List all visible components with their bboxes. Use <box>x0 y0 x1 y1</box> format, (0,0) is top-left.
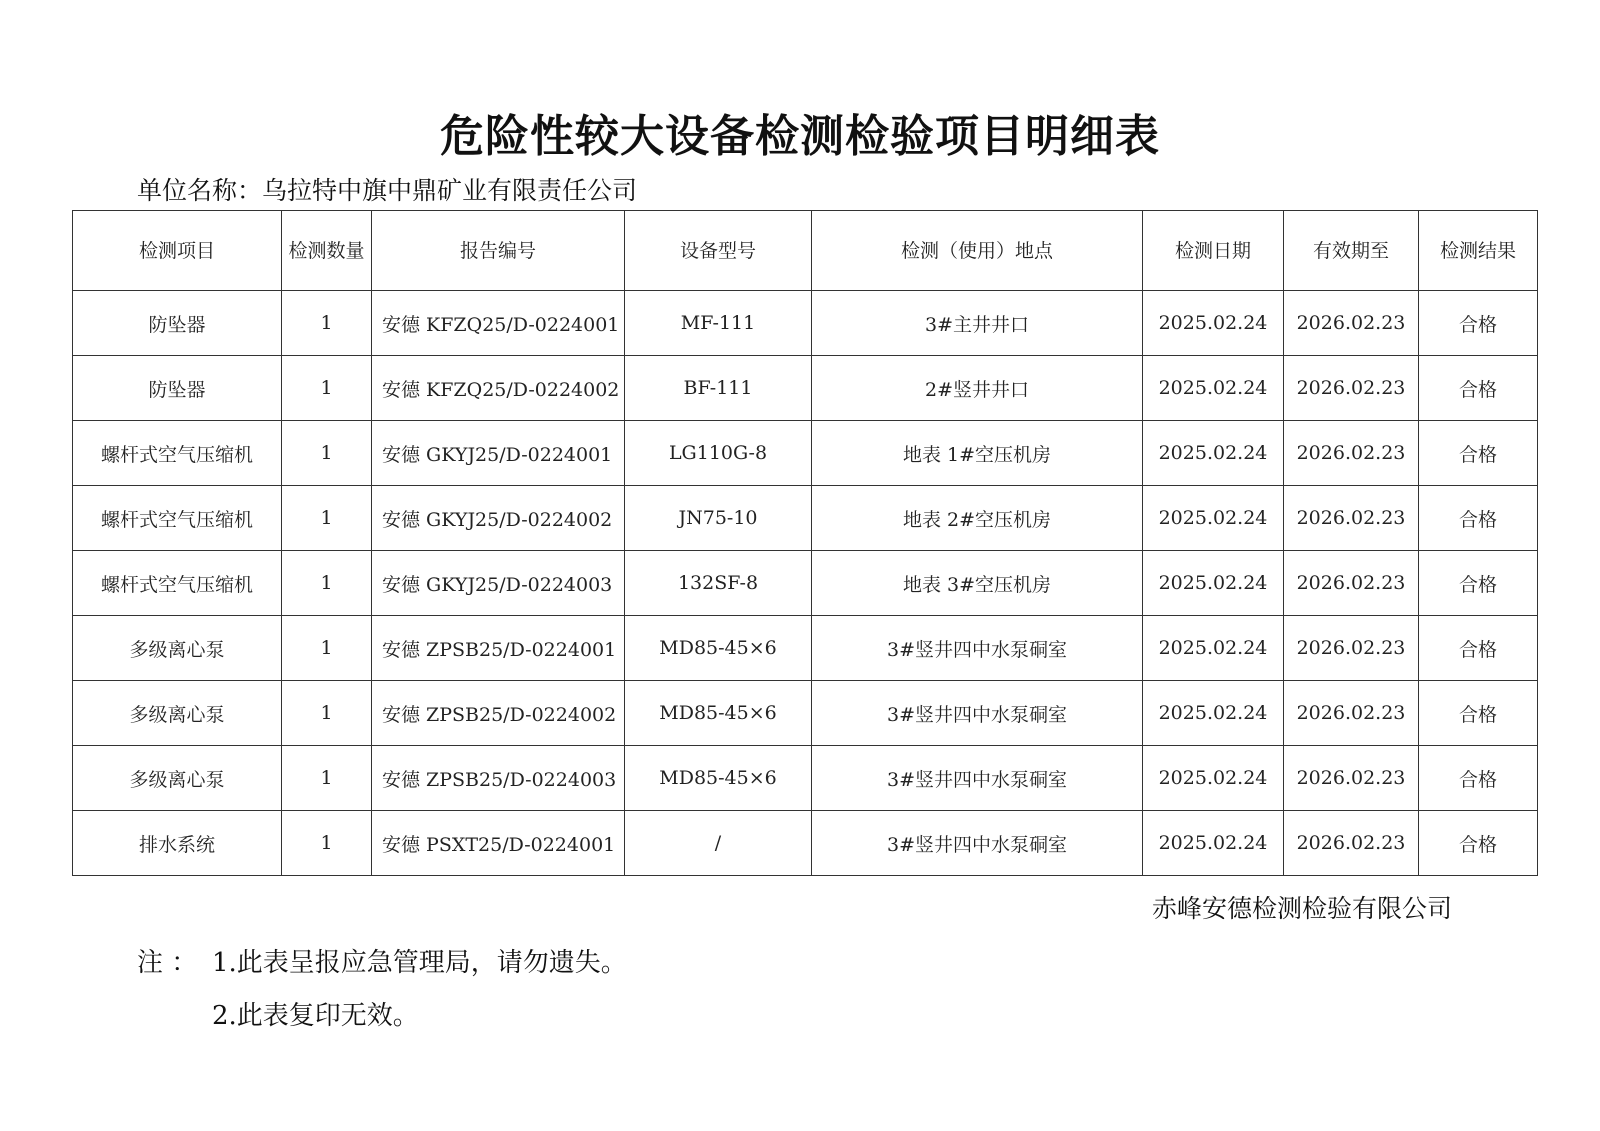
table-cell: 地表 1#空压机房 <box>812 421 1143 486</box>
table-cell: 2026.02.23 <box>1284 486 1419 551</box>
header-cell: 检测结果 <box>1419 211 1538 291</box>
table-cell: 2025.02.24 <box>1143 616 1284 681</box>
table-cell: 安德 GKYJ25/D-0224003 <box>372 551 625 616</box>
table-cell: 2025.02.24 <box>1143 486 1284 551</box>
table-cell: 合格 <box>1419 551 1538 616</box>
table-cell: 排水系统 <box>73 811 282 876</box>
table-cell: 合格 <box>1419 291 1538 356</box>
table-cell: 安德 PSXT25/D-0224001 <box>372 811 625 876</box>
table-body <box>73 291 1538 876</box>
table-cell: 3#竖井四中水泵硐室 <box>812 746 1143 811</box>
table-cell: 安德 KFZQ25/D-0224002 <box>372 356 625 421</box>
table-cell: 132SF-8 <box>625 551 812 616</box>
table-cell: 安德 ZPSB25/D-0224003 <box>372 746 625 811</box>
table-cell: 2026.02.23 <box>1284 746 1419 811</box>
table-cell: LG110G-8 <box>625 421 812 486</box>
inspection-table <box>72 210 1538 876</box>
table-cell: 1 <box>282 811 372 876</box>
table-cell: 1 <box>282 746 372 811</box>
table-cell: 合格 <box>1419 746 1538 811</box>
table-cell: 安德 GKYJ25/D-0224001 <box>372 421 625 486</box>
table-cell: 1 <box>282 681 372 746</box>
table-cell: 合格 <box>1419 486 1538 551</box>
table-row <box>73 746 1538 811</box>
table-cell: 2026.02.23 <box>1284 356 1419 421</box>
table-cell: 1 <box>282 616 372 681</box>
table-cell: MD85-45×6 <box>625 746 812 811</box>
table-cell: 合格 <box>1419 356 1538 421</box>
table-cell: 地表 2#空压机房 <box>812 486 1143 551</box>
table-row <box>73 356 1538 421</box>
header-cell: 检测数量 <box>282 211 372 291</box>
issuing-company: 赤峰安德检测检验有限公司 <box>1151 894 1452 923</box>
table-cell: 1 <box>282 356 372 421</box>
table-cell: 1 <box>282 551 372 616</box>
table-row <box>73 681 1538 746</box>
table-cell: 2025.02.24 <box>1143 681 1284 746</box>
table-cell: 3#主井井口 <box>812 291 1143 356</box>
table-cell: MF-111 <box>625 291 812 356</box>
table-cell: 3#竖井四中水泵硐室 <box>812 616 1143 681</box>
table-cell: 1 <box>282 486 372 551</box>
table-row <box>73 291 1538 356</box>
table-cell: 合格 <box>1419 421 1538 486</box>
table-cell: 合格 <box>1419 811 1538 876</box>
table-cell: 安德 KFZQ25/D-0224001 <box>372 291 625 356</box>
note-item: 2.此表复印无效。 <box>212 1001 419 1031</box>
table-cell: 多级离心泵 <box>73 681 282 746</box>
header-cell: 设备型号 <box>625 211 812 291</box>
table-cell: 安德 GKYJ25/D-0224002 <box>372 486 625 551</box>
table-cell: 多级离心泵 <box>73 746 282 811</box>
table-cell: 防坠器 <box>73 356 282 421</box>
table-cell: JN75-10 <box>625 486 812 551</box>
table-cell: MD85-45×6 <box>625 616 812 681</box>
table-row <box>73 811 1538 876</box>
table-cell: 2026.02.23 <box>1284 811 1419 876</box>
table-cell: 多级离心泵 <box>73 616 282 681</box>
table-row <box>73 486 1538 551</box>
table-cell: 2025.02.24 <box>1143 421 1284 486</box>
table-cell: 安德 ZPSB25/D-0224002 <box>372 681 625 746</box>
table-cell: 3#竖井四中水泵硐室 <box>812 811 1143 876</box>
table-header <box>73 211 1538 291</box>
table-cell: 地表 3#空压机房 <box>812 551 1143 616</box>
table-row <box>73 616 1538 681</box>
table-cell: 螺杆式空气压缩机 <box>73 551 282 616</box>
table-cell: 2025.02.24 <box>1143 746 1284 811</box>
table-cell: 2026.02.23 <box>1284 616 1419 681</box>
table-cell: 防坠器 <box>73 291 282 356</box>
table-row <box>73 551 1538 616</box>
table-cell: 1 <box>282 421 372 486</box>
header-cell: 有效期至 <box>1284 211 1419 291</box>
table-row <box>73 421 1538 486</box>
note-item: 1.此表呈报应急管理局，请勿遗失。 <box>212 948 627 978</box>
table-cell: 2026.02.23 <box>1284 681 1419 746</box>
header-row <box>73 211 1538 291</box>
table-cell: 2025.02.24 <box>1143 811 1284 876</box>
table-cell: 2026.02.23 <box>1284 551 1419 616</box>
table-cell: 合格 <box>1419 616 1538 681</box>
table-cell: 2025.02.24 <box>1143 291 1284 356</box>
document-title: 危险性较大设备检测检验项目明细表 <box>440 111 1160 162</box>
table-cell: 合格 <box>1419 681 1538 746</box>
table-cell: BF-111 <box>625 356 812 421</box>
table-cell: MD85-45×6 <box>625 681 812 746</box>
table-cell: 3#竖井四中水泵硐室 <box>812 681 1143 746</box>
table-cell: 螺杆式空气压缩机 <box>73 486 282 551</box>
table-cell: 2025.02.24 <box>1143 356 1284 421</box>
header-cell: 检测（使用）地点 <box>812 211 1143 291</box>
table-cell: 安德 ZPSB25/D-0224001 <box>372 616 625 681</box>
unit-name-line: 单位名称：乌拉特中旗中鼎矿业有限责任公司 <box>137 176 638 205</box>
header-cell: 报告编号 <box>372 211 625 291</box>
table-cell: 2026.02.23 <box>1284 291 1419 356</box>
table-cell: 1 <box>282 291 372 356</box>
table-cell: 2#竖井井口 <box>812 356 1143 421</box>
table-cell: 螺杆式空气压缩机 <box>73 421 282 486</box>
table-cell: 2025.02.24 <box>1143 551 1284 616</box>
table-cell: 2026.02.23 <box>1284 421 1419 486</box>
header-cell: 检测项目 <box>73 211 282 291</box>
table-cell: / <box>625 811 812 876</box>
notes-label: 注 ： <box>137 948 198 978</box>
header-cell: 检测日期 <box>1143 211 1284 291</box>
